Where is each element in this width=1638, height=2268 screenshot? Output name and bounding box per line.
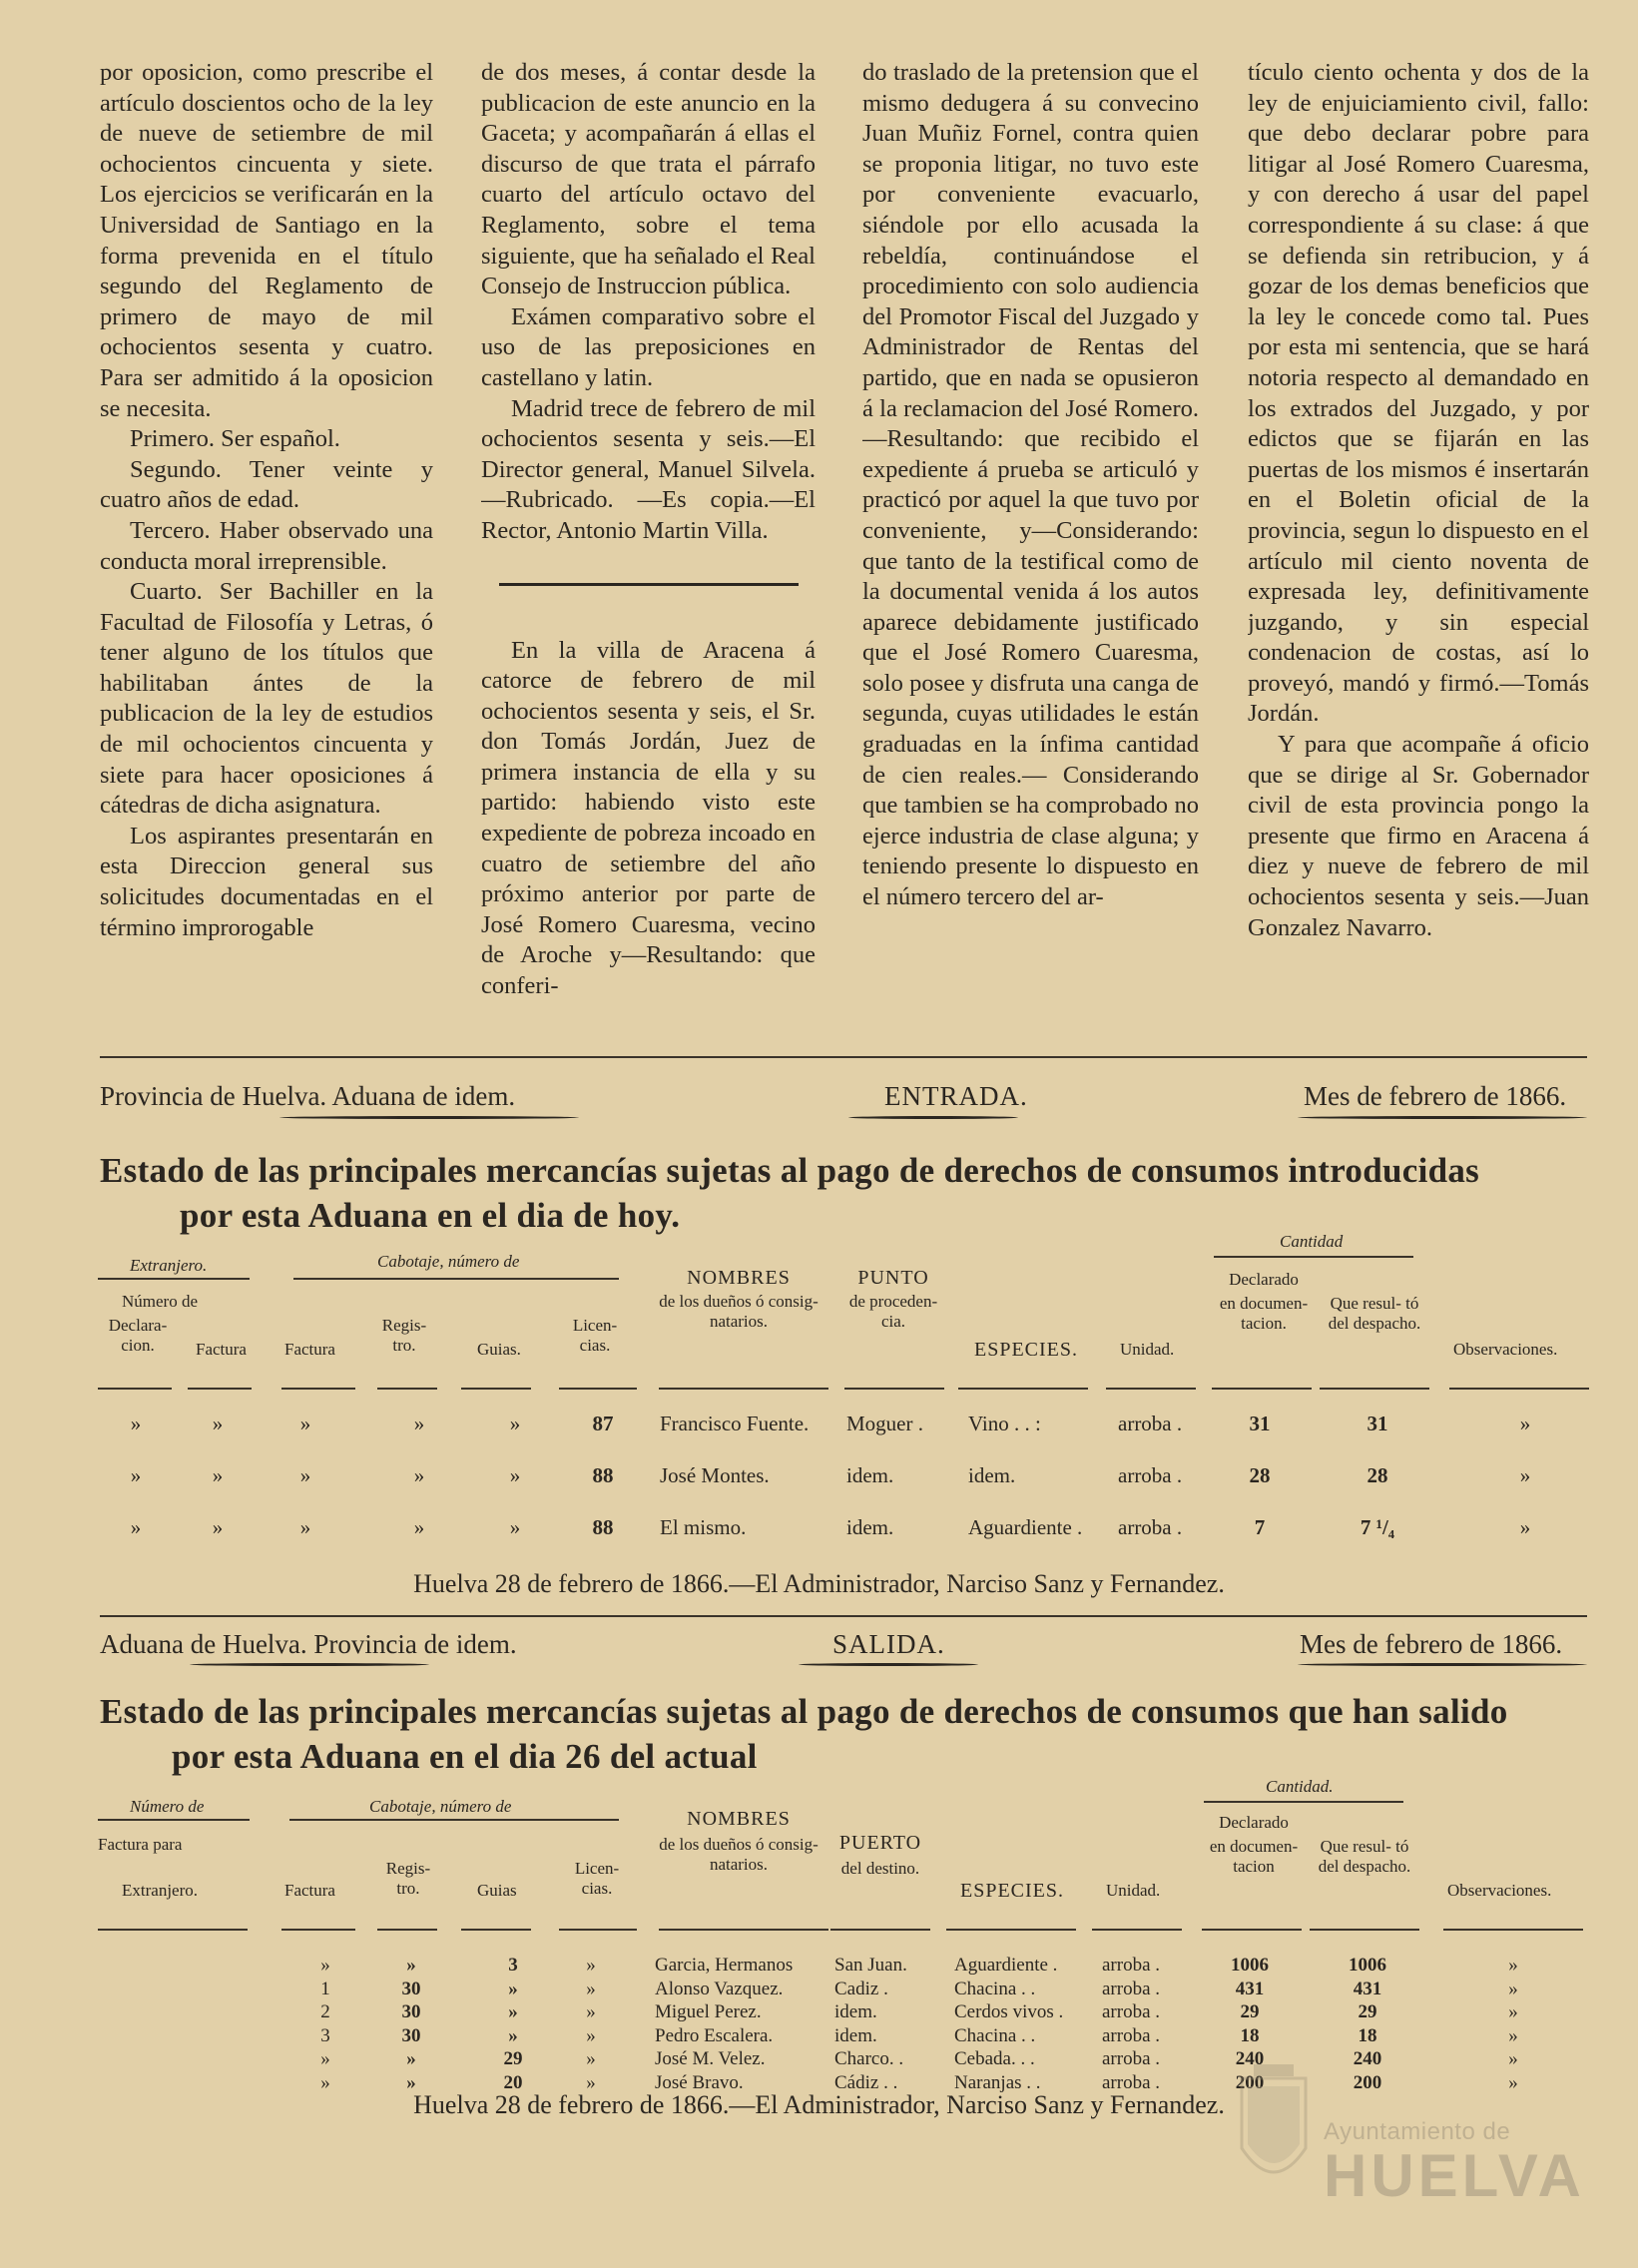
column-rule bbox=[1212, 1388, 1312, 1390]
table-cell-especie: Cebada. . . bbox=[954, 2048, 1035, 2070]
table-cell-punto: idem. bbox=[846, 1515, 894, 1539]
table-cell-obs: » bbox=[1519, 1412, 1531, 1435]
paragraph: Segundo. Tener veinte y cuatro años de edad. bbox=[100, 455, 433, 514]
column-rule bbox=[188, 1388, 252, 1390]
hdr-especies: ESPECIES. bbox=[960, 1880, 1065, 1902]
hdr-resulto: Que resul- tó del despacho. bbox=[1318, 1837, 1411, 1876]
table-cell-especie: Naranjas . . bbox=[954, 2072, 1041, 2093]
paragraph: En la villa de Aracena á catorce de febrero de mil ochocientos sesenta y seis, el Sr. don Tomás Jordán, Juez de primera instancia de ella y su partido: habiendo visto este expediente de pobreza incoado en cuatro de setiembre del año próximo anterior por parte de José Romero Cuaresma, vecino de Aroche y—Resultando: que conferi- bbox=[481, 636, 816, 1000]
hdr-underline bbox=[1204, 1801, 1403, 1803]
table-cell-especie: Aguardiente . bbox=[954, 1955, 1058, 1976]
hdr-cantidad: Cantidad bbox=[1280, 1232, 1344, 1251]
table-cell-resulto: 7 ¹/₄ bbox=[1360, 1515, 1395, 1539]
table-cell-factura: » bbox=[320, 2072, 330, 2093]
table-cell-factura: 1 bbox=[320, 1978, 330, 1999]
table-cell-unidad: arroba . bbox=[1118, 1412, 1183, 1435]
table-cell-declarado: 28 bbox=[1249, 1463, 1271, 1487]
table-cell-licencias: » bbox=[586, 1978, 596, 1999]
table-cell-guias: » bbox=[509, 1515, 521, 1539]
paragraph: tículo ciento ochenta y dos de la ley de enjuiciamiento civil, fallo: que debo declarar pobre para litigar al José Romero Cuaresma, y con derecho á usar del papel correspondiente á su clase: á que se defienda sin retribucion, y á gozar de los demas beneficios que la ley le concede como tal. Pues por esta mi sentencia, que se hará notoria respecto al demandado en los extrados del Juzgado, y por edictos que se fijarán en las puertas de los mismos é insertarán en el Boletin oficial de la provincia, segun lo dispuesto en el artículo mil ciento noventa de expresada ley, definitivamente juzgando, y sin especial condenacion de costas, así lo proveyó, mandó y firmó.—Tomás Jordán. bbox=[1248, 59, 1589, 728]
hdr-puerto: PUERTO bbox=[838, 1832, 922, 1854]
paragraph: Primero. Ser español. bbox=[130, 425, 340, 453]
table-cell-resulto: 28 bbox=[1366, 1463, 1388, 1487]
swash-ornament bbox=[1298, 1663, 1587, 1666]
column-rule bbox=[281, 1388, 355, 1390]
table-cell-licencias: 88 bbox=[592, 1463, 614, 1487]
table-cell-nombre: Miguel Perez. bbox=[655, 2001, 762, 2023]
table-cell-factura2: » bbox=[299, 1463, 311, 1487]
salida-title-line2: por esta Aduana en el dia 26 del actual bbox=[172, 1737, 758, 1776]
text-column-2 bbox=[481, 58, 816, 1066]
swash-ornament bbox=[279, 1116, 579, 1119]
table-cell-licencias: 88 bbox=[592, 1515, 614, 1539]
table-cell-licencias: » bbox=[586, 1955, 596, 1976]
paragraph: por oposicion, como prescribe el artículo doscientos ocho de la ley de nueve de setiembre de mil ochocientos cincuenta y siete. Los ejercicios se verificarán en la Universidad de Santiago en la forma prevenida en el título segundo del Reglamento de primero de mayo de mil ochocientos sesenta y cuatro. Para ser admitido á la oposicion se necesita. bbox=[100, 59, 433, 422]
column-rule bbox=[461, 1388, 531, 1390]
article-separator bbox=[499, 583, 799, 586]
column-rule bbox=[844, 1388, 944, 1390]
table-cell-registro: » bbox=[406, 2048, 416, 2070]
table-cell-guias: » bbox=[509, 1463, 521, 1487]
table-cell-declarado: 31 bbox=[1249, 1412, 1271, 1435]
column-rule bbox=[559, 1929, 637, 1931]
table-cell-registro: » bbox=[406, 1955, 416, 1976]
table-cell-puerto: idem. bbox=[834, 2001, 877, 2023]
table-cell-registro: 30 bbox=[401, 2024, 421, 2046]
table-cell-puerto: San Juan. bbox=[834, 1955, 907, 1976]
table-cell-resulto: 431 bbox=[1353, 1978, 1382, 1999]
table-cell-unidad: arroba . bbox=[1102, 1955, 1161, 1976]
table-cell-declaracion: » bbox=[130, 1463, 142, 1487]
hdr-factura: Factura bbox=[284, 1881, 335, 1900]
column-rule bbox=[958, 1388, 1088, 1390]
hdr-declaracion: Declara- cion. bbox=[108, 1316, 168, 1355]
hdr-underline bbox=[98, 1819, 250, 1821]
table-cell-obs: » bbox=[1508, 2024, 1518, 2046]
table-cell-licencias: » bbox=[586, 2072, 596, 2093]
column-rule bbox=[98, 1388, 172, 1390]
entrada-title-line1: Estado de las principales mercancías sujetas al pago de derechos de consumos introducidas bbox=[100, 1151, 1480, 1190]
table-cell-declaracion: » bbox=[130, 1412, 142, 1435]
table-cell-factura: » bbox=[320, 1955, 330, 1976]
table-cell-factura: 3 bbox=[320, 2024, 330, 2046]
hdr-declarado: Declarado bbox=[1219, 1813, 1289, 1832]
hdr-underline bbox=[1214, 1256, 1413, 1258]
paragraph: de dos meses, á contar desde la publicacion de este anuncio en la Gaceta; y acompañarán á ellas el discurso de que trata el párrafo cuarto del artículo octavo del Reglamento, sobre el tema siguiente, que ha señalado el Real Consejo de Instruccion pública. bbox=[481, 59, 816, 300]
hdr-puerto-sub: del destino. bbox=[840, 1859, 920, 1878]
table-cell-guias: » bbox=[508, 2024, 518, 2046]
swash-ornament bbox=[799, 1663, 978, 1666]
table-cell-nombre: Francisco Fuente. bbox=[660, 1412, 810, 1435]
hdr-extranjero: Extranjero. bbox=[130, 1256, 208, 1275]
salida-footer: Huelva 28 de febrero de 1866.—El Administrador, Narciso Sanz y Fernandez. bbox=[413, 2090, 1225, 2119]
table-cell-unidad: arroba . bbox=[1102, 2024, 1161, 2046]
entrada-title-line2: por esta Aduana en el dia de hoy. bbox=[180, 1196, 681, 1235]
swash-ornament bbox=[848, 1116, 1018, 1119]
table-cell-obs: » bbox=[1519, 1515, 1531, 1539]
column-rule bbox=[377, 1929, 437, 1931]
table-cell-especie: Aguardiente . bbox=[968, 1515, 1083, 1539]
hdr-underline bbox=[98, 1278, 250, 1280]
text-column-3 bbox=[862, 58, 1199, 1066]
table-cell-declarado: 431 bbox=[1235, 1978, 1265, 1999]
column-rule bbox=[1092, 1929, 1182, 1931]
column-rule bbox=[830, 1929, 930, 1931]
hdr-numero-de: Número de bbox=[130, 1797, 205, 1816]
hdr-especies: ESPECIES. bbox=[974, 1339, 1079, 1361]
table-cell-obs: » bbox=[1519, 1463, 1531, 1487]
table-cell-resulto: 200 bbox=[1353, 2072, 1382, 2093]
table-cell-nombre: José Montes. bbox=[660, 1463, 770, 1487]
table-cell-nombre: Pedro Escalera. bbox=[655, 2024, 774, 2046]
table-cell-declarado: 200 bbox=[1235, 2072, 1265, 2093]
column-rule bbox=[98, 1929, 248, 1931]
table-cell-unidad: arroba . bbox=[1102, 2072, 1161, 2093]
section-divider bbox=[100, 1615, 1587, 1617]
hdr-punto-sub: de proceden- cia. bbox=[848, 1292, 938, 1331]
hdr-cantidad: Cantidad. bbox=[1266, 1777, 1334, 1796]
anuncio-madrid bbox=[481, 58, 816, 547]
paragraph: Y para que acompañe á oficio que se dirige al Sr. Gobernador civil de esta provincia pongo la presente que firmo en Aracena á diez y nueve de febrero de mil ochocientos sesenta y seis.—Juan Gonzalez Navarro. bbox=[1248, 731, 1589, 941]
hdr-factura-para: Factura para bbox=[98, 1835, 183, 1854]
hdr-cabotaje: Cabotaje, número de bbox=[377, 1252, 520, 1271]
table-cell-registro: » bbox=[406, 2072, 416, 2093]
table-cell-puerto: idem. bbox=[834, 2024, 877, 2046]
table-cell-registro: » bbox=[413, 1515, 425, 1539]
table-cell-licencias: 87 bbox=[592, 1412, 614, 1435]
watermark-line1: Ayuntamiento de bbox=[1324, 2118, 1511, 2145]
table-cell-factura: » bbox=[212, 1515, 224, 1539]
table-cell-punto: Moguer . bbox=[846, 1412, 923, 1435]
hdr-underline bbox=[293, 1278, 619, 1280]
hdr-nombres-sub: de los dueños ó consig- natarios. bbox=[659, 1835, 819, 1874]
table-cell-nombre: El mismo. bbox=[660, 1515, 747, 1539]
paragraph: Tercero. Haber observado una conducta moral irreprensible. bbox=[100, 516, 433, 575]
table-cell-unidad: arroba . bbox=[1102, 2048, 1161, 2070]
table-cell-obs: » bbox=[1508, 1955, 1518, 1976]
column-rule bbox=[559, 1388, 637, 1390]
hdr-unidad: Unidad. bbox=[1106, 1881, 1161, 1900]
table-cell-resulto: 29 bbox=[1358, 2001, 1377, 2023]
hdr-observaciones: Observaciones. bbox=[1447, 1881, 1552, 1900]
hdr-factura-2: Factura bbox=[284, 1340, 335, 1359]
column-rule bbox=[461, 1929, 531, 1931]
entrada-band-right: Mes de febrero de 1866. bbox=[1304, 1081, 1567, 1111]
table-cell-factura: » bbox=[212, 1463, 224, 1487]
paragraph: Exámen comparativo sobre el uso de las preposiciones en castellano y latin. bbox=[481, 302, 816, 391]
text-column-1 bbox=[100, 58, 433, 1066]
entrada-band-center: ENTRADA. bbox=[884, 1081, 1028, 1111]
hdr-licencias: Licen- cias. bbox=[574, 1859, 620, 1898]
hdr-numero-de: Número de bbox=[122, 1292, 199, 1311]
table-cell-especie: Cerdos vivos . bbox=[954, 2001, 1064, 2023]
table-cell-registro: » bbox=[413, 1463, 425, 1487]
salida-title-line1: Estado de las principales mercancías sujetas al pago de derechos de consumos que han salido bbox=[100, 1692, 1508, 1731]
hdr-declarado: Declarado bbox=[1229, 1270, 1299, 1289]
paragraph: do traslado de la pretension que el mismo dedugera á su convecino Juan Muñiz Fornel, contra quien se proponia litigar, no tuvo este por conveniente evacuarlo, siéndole por ello acusada la rebeldía, continuándose el procedimiento con solo audiencia del Promotor Fiscal del Juzgado y Administrador de Rentas del partido, que en nada se opusieron á la reclamacion del José Romero.—Resultando: que recibido el expediente á prueba se articuló y practicó por aquel la que tuvo por conveniente, y—Considerando: que tanto de la testifical como de la documental venida á los autos aparece debidamente justificado que el José Romero Cuaresma, solo posee y disfruta una canga de segunda, cuyas utilidades le están graduadas en la ínfima cantidad de cien reales.— Considerando que tambien se ha comprobado no ejerce industria de clase alguna; y teniendo presente lo dispuesto en el número tercero del ar- bbox=[862, 59, 1199, 911]
column-rule bbox=[1310, 1929, 1419, 1931]
table-cell-licencias: » bbox=[586, 2048, 596, 2070]
column-rule bbox=[659, 1929, 828, 1931]
paragraph: Los aspirantes presentarán en esta Direccion general sus solicitudes documentadas en el término improrogable bbox=[100, 822, 433, 941]
table-cell-guias: 3 bbox=[508, 1955, 518, 1976]
paragraph: Madrid trece de febrero de mil ochocientos sesenta y seis.—El Director general, Manuel Silvela.—Rubricado. —Es copia.—El Rector, Antonio Martin Villa. bbox=[481, 394, 816, 544]
hdr-nombres: NOMBRES bbox=[687, 1808, 791, 1830]
table-cell-especie: Vino . . : bbox=[968, 1412, 1041, 1435]
hdr-guias: Guias bbox=[477, 1881, 517, 1900]
table-cell-puerto: Cadiz . bbox=[834, 1978, 888, 1999]
hdr-nombres-sub: de los dueños ó consig- natarios. bbox=[659, 1292, 819, 1331]
table-cell-factura: » bbox=[212, 1412, 224, 1435]
table-cell-resulto: 18 bbox=[1358, 2024, 1377, 2046]
table-cell-declarado: 240 bbox=[1235, 2048, 1265, 2070]
hdr-declarado-sub: en documen- tacion. bbox=[1219, 1294, 1309, 1333]
hdr-nombres: NOMBRES bbox=[687, 1267, 791, 1289]
table-cell-registro: » bbox=[413, 1412, 425, 1435]
table-cell-resulto: 240 bbox=[1353, 2048, 1382, 2070]
table-cell-obs: » bbox=[1508, 1978, 1518, 1999]
hdr-underline bbox=[289, 1819, 619, 1821]
hdr-licencias: Licen- cias. bbox=[572, 1316, 618, 1355]
table-cell-especie: Chacina . . bbox=[954, 1978, 1036, 1999]
paragraph: Cuarto. Ser Bachiller en la Facultad de Filosofía y Letras, ó tener alguno de los títulos que habilitaban ántes de la publicacion de la ley de estudios de mil ochocientos cincuenta y siete para hacer oposiciones á cátedras de dicha asignatura. bbox=[100, 578, 433, 820]
table-cell-obs: » bbox=[1508, 2048, 1518, 2070]
hdr-punto: PUNTO bbox=[857, 1267, 929, 1289]
table-cell-guias: » bbox=[508, 2001, 518, 2023]
section-divider bbox=[100, 1056, 1587, 1058]
table-cell-factura: » bbox=[320, 2048, 330, 2070]
table-cell-obs: » bbox=[1508, 2072, 1518, 2093]
table-cell-licencias: » bbox=[586, 2001, 596, 2023]
hdr-extranjero: Extranjero. bbox=[122, 1881, 198, 1900]
hdr-declarado-sub: en documen- tacion bbox=[1209, 1837, 1299, 1876]
salida-band-right: Mes de febrero de 1866. bbox=[1300, 1629, 1563, 1659]
table-cell-registro: 30 bbox=[401, 1978, 421, 1999]
column-rule bbox=[1443, 1929, 1583, 1931]
table-cell-especie: Chacina . . bbox=[954, 2024, 1036, 2046]
entrada-title bbox=[100, 1148, 1597, 1238]
column-rule bbox=[281, 1929, 355, 1931]
table-cell-guias: » bbox=[509, 1412, 521, 1435]
watermark-line2: HUELVA bbox=[1324, 2142, 1585, 2209]
watermark-text bbox=[1324, 2118, 1585, 2209]
table-cell-factura2: » bbox=[299, 1412, 311, 1435]
table-cell-guias: 29 bbox=[503, 2048, 523, 2070]
column-rule bbox=[1202, 1929, 1302, 1931]
table-cell-unidad: arroba . bbox=[1118, 1463, 1183, 1487]
hdr-cabotaje: Cabotaje, número de bbox=[369, 1797, 512, 1816]
table-cell-resulto: 31 bbox=[1366, 1412, 1388, 1435]
table-cell-declarado: 29 bbox=[1240, 2001, 1260, 2023]
hdr-guias: Guias. bbox=[477, 1340, 521, 1359]
salida-band-center: SALIDA. bbox=[832, 1629, 945, 1659]
hdr-registro: Regis- tro. bbox=[385, 1859, 431, 1898]
table-cell-registro: 30 bbox=[401, 2001, 421, 2023]
table-cell-puerto: Cádiz . . bbox=[834, 2072, 898, 2093]
table-cell-unidad: arroba . bbox=[1102, 1978, 1161, 1999]
table-cell-guias: » bbox=[508, 1978, 518, 1999]
table-cell-nombre: Garcia, Hermanos bbox=[655, 1955, 794, 1976]
column-rule bbox=[1320, 1388, 1429, 1390]
table-cell-factura: 2 bbox=[320, 2001, 330, 2023]
hdr-registro: Regis- tro. bbox=[381, 1316, 427, 1355]
entrada-band-left: Provincia de Huelva. Aduana de idem. bbox=[100, 1081, 516, 1111]
entrada-footer: Huelva 28 de febrero de 1866.—El Administrador, Narciso Sanz y Fernandez. bbox=[413, 1569, 1225, 1598]
hdr-resulto: Que resul- tó del despacho. bbox=[1328, 1294, 1421, 1333]
column-rule bbox=[377, 1388, 437, 1390]
city-seal-watermark bbox=[1234, 2058, 1314, 2198]
swash-ornament bbox=[190, 1663, 429, 1666]
table-cell-guias: 20 bbox=[503, 2072, 523, 2093]
table-cell-declaracion: » bbox=[130, 1515, 142, 1539]
table-cell-unidad: arroba . bbox=[1102, 2001, 1161, 2023]
sentencia-aracena bbox=[481, 636, 816, 1002]
table-cell-punto: idem. bbox=[846, 1463, 894, 1487]
table-cell-puerto: Charco. . bbox=[834, 2048, 904, 2070]
table-cell-nombre: José M. Velez. bbox=[655, 2048, 766, 2070]
hdr-unidad: Unidad. bbox=[1120, 1340, 1175, 1359]
hdr-observaciones: Observaciones. bbox=[1453, 1340, 1558, 1359]
text-column-4 bbox=[1248, 58, 1589, 1066]
table-cell-declarado: 18 bbox=[1240, 2024, 1260, 2046]
table-cell-declarado: 1006 bbox=[1231, 1955, 1269, 1976]
table-cell-declarado: 7 bbox=[1254, 1515, 1266, 1539]
column-rule bbox=[946, 1929, 1076, 1931]
salida-band-left: Aduana de Huelva. Provincia de idem. bbox=[100, 1629, 517, 1659]
table-cell-nombre: José Bravo. bbox=[655, 2072, 744, 2093]
salida-title bbox=[100, 1689, 1597, 1779]
table-cell-obs: » bbox=[1508, 2001, 1518, 2023]
table-cell-nombre: Alonso Vazquez. bbox=[655, 1978, 784, 1999]
table-cell-licencias: » bbox=[586, 2024, 596, 2046]
hdr-factura-1: Factura bbox=[196, 1340, 247, 1359]
table-cell-especie: idem. bbox=[968, 1463, 1016, 1487]
table-cell-resulto: 1006 bbox=[1349, 1955, 1386, 1976]
column-rule bbox=[659, 1388, 828, 1390]
column-rule bbox=[1449, 1388, 1589, 1390]
column-rule bbox=[1106, 1388, 1196, 1390]
table-cell-unidad: arroba . bbox=[1118, 1515, 1183, 1539]
swash-ornament bbox=[1298, 1116, 1587, 1119]
table-cell-factura2: » bbox=[299, 1515, 311, 1539]
